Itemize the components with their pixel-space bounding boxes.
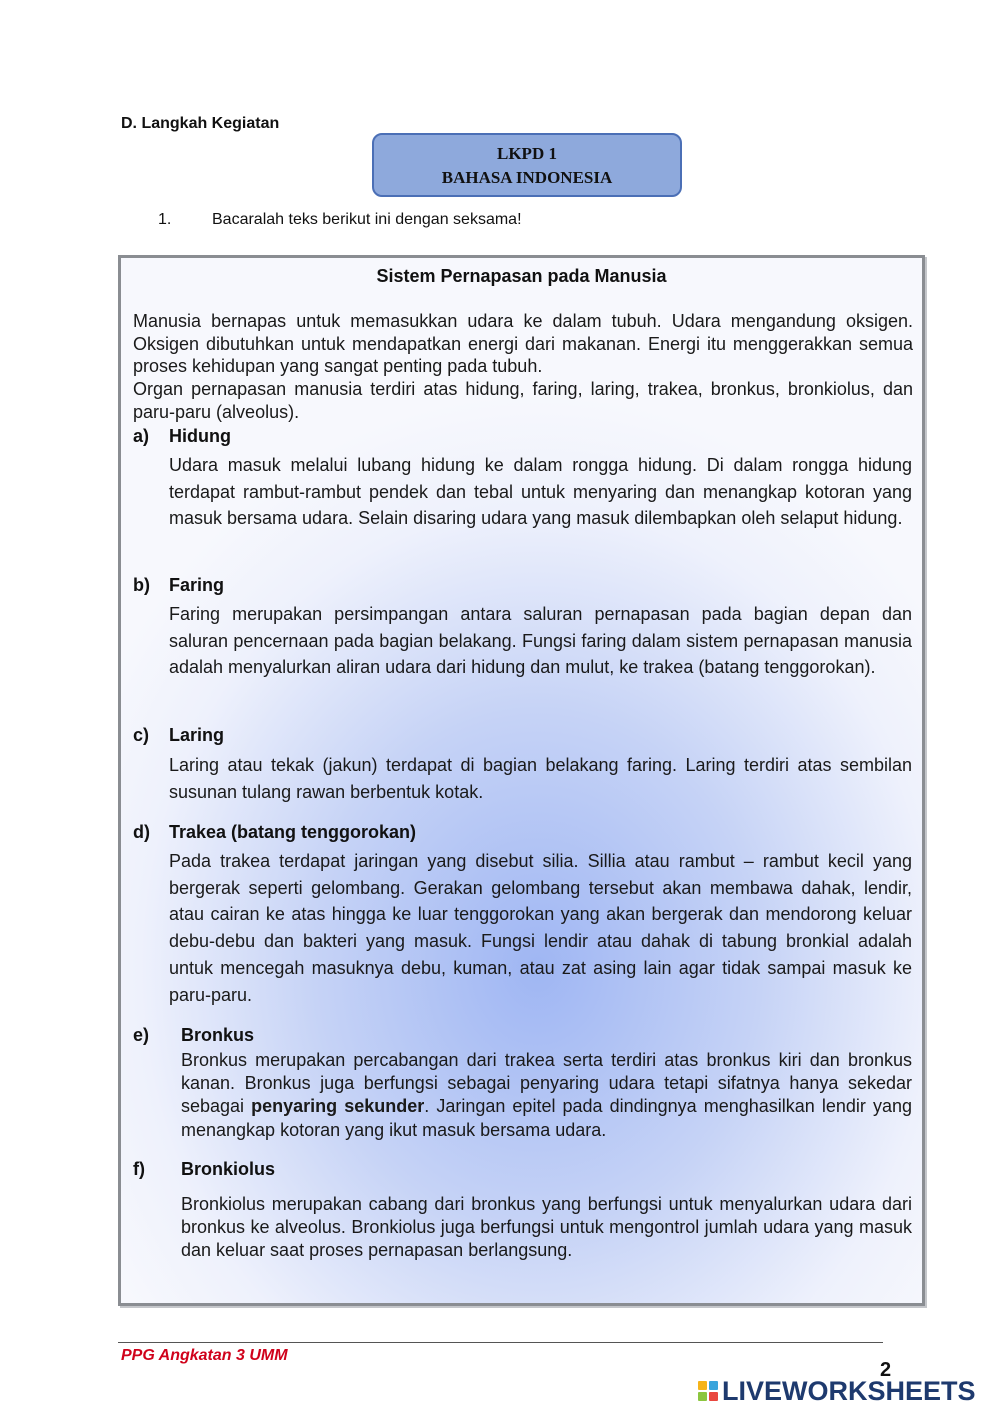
item-title: Bronkiolus <box>181 1159 276 1179</box>
lkpd-subject: BAHASA INDONESIA <box>441 168 613 187</box>
item-title: Laring <box>169 725 225 745</box>
item-heading-bronkiolus <box>133 1159 275 1180</box>
footer-label: PPG Angkatan 3 UMM <box>121 1347 288 1364</box>
item-letter: e) <box>133 1025 150 1045</box>
item-heading-hidung <box>133 426 231 447</box>
item-body-laring: Laring atau tekak (jakun) terdapat di bagian belakang faring. Laring terdiri atas sembilan susunan tulang rawan berbentuk kotak. <box>169 755 912 802</box>
item-title: Hidung <box>169 426 231 446</box>
item-heading-faring <box>133 575 224 596</box>
item-heading-laring <box>133 725 224 746</box>
lkpd-header-box <box>372 133 682 197</box>
item-title: Bronkus <box>181 1025 255 1045</box>
logo-square <box>709 1392 718 1401</box>
liveworksheets-logo-text: LIVEWORKSHEETS <box>722 1375 976 1406</box>
instruction-number: 1. <box>158 211 172 228</box>
liveworksheets-logo-icon <box>698 1381 718 1401</box>
item-heading-trakea <box>133 822 416 843</box>
item-heading-bronkus <box>133 1025 254 1046</box>
footer-divider <box>118 1342 883 1343</box>
bronkus-text-end: . Jaringan epitel pada dindingnya menghasilkan lendir yang menangkap kotoran yang ikut masuk bersama udara. <box>181 1096 913 1140</box>
item-letter: c) <box>133 725 150 745</box>
instruction-text: Bacaralah teks berikut ini dengan seksama! <box>212 211 522 228</box>
item-title: Trakea (batang tenggorokan) <box>169 822 417 842</box>
lkpd-title: LKPD 1 <box>497 144 557 163</box>
bronkus-text-start: Bronkus merupakan percabangan dari trakea serta terdiri atas bronkus kiri dan bronkus kanan. Bronkus juga berfungsi sebagai penyaring udara tetapi sifatnya hanya sekedar sebagai <box>181 1050 912 1117</box>
item-body-hidung: Udara masuk melalui lubang hidung ke dalam rongga hidung. Di dalam rongga hidung terdapat rambut-rambut pendek dan tebal untuk menyaring dan menangkap kotoran yang masuk bersama udara. Selain disaring udara yang masuk dilembapkan oleh selaput hidung. <box>169 455 912 528</box>
intro-paragraph-1: Manusia bernapas untuk memasukkan udara ke dalam tubuh. Udara mengandung oksigen. Oksigen dibutuhkan untuk mendapatkan energi dari makanan. Energi itu menggerakkan semua proses kehidupan yang sangat penting pada tubuh. <box>133 311 913 376</box>
item-title: Faring <box>169 575 225 595</box>
section-title: D. Langkah Kegiatan <box>121 115 280 132</box>
item-body-bronkus <box>181 1049 912 1142</box>
logo-square <box>698 1381 707 1390</box>
item-letter: a) <box>133 426 150 446</box>
reading-title: Sistem Pernapasan pada Manusia <box>376 266 667 286</box>
liveworksheets-logo[interactable] <box>698 1376 976 1406</box>
item-letter: f) <box>133 1159 145 1179</box>
item-body-bronkiolus: Bronkiolus merupakan cabang dari bronkus yang berfungsi untuk menyalurkan udara dari bronkus ke alveolus. Bronkiolus juga berfungsi untuk mengontrol jumlah udara yang masuk dan keluar saat proses pernapasan berlangsung. <box>181 1194 912 1261</box>
page-number: 2 <box>880 1359 892 1381</box>
instruction <box>158 211 522 229</box>
item-letter: d) <box>133 822 150 842</box>
logo-square <box>709 1381 718 1390</box>
reading-box <box>118 255 925 1306</box>
item-body-faring: Faring merupakan persimpangan antara saluran pernapasan pada bagian depan dan saluran pencernaan pada bagian belakang. Fungsi faring dalam sistem pernapasan manusia adalah menyalurkan aliran udara dari hidung dan mulut, ke trakea (batang tenggorokan). <box>169 604 912 677</box>
item-body-trakea: Pada trakea terdapat jaringan yang disebut silia. Sillia atau rambut – rambut kecil yang bergerak seperti gelombang. Gerakan gelombang tersebut akan membawa dahak, lendir, atau cairan ke atas hingga ke luar tenggorokan yang akan bergerak dan mendorong keluar debu-debu dan bakteri yang masuk. Fungsi lendir atau dahak di tabung bronkial adalah untuk mencegah masuknya debu, kuman, atau zat asing lain agar tidak sampai masuk ke paru-paru. <box>169 851 912 1005</box>
item-letter: b) <box>133 575 150 595</box>
logo-square <box>698 1392 707 1401</box>
bronkus-bold-term: penyaring sekunder <box>251 1096 425 1117</box>
intro-paragraph-2: Organ pernapasan manusia terdiri atas hidung, faring, laring, trakea, bronkus, bronkiolus, dan paru-paru (alveolus). <box>133 379 913 422</box>
